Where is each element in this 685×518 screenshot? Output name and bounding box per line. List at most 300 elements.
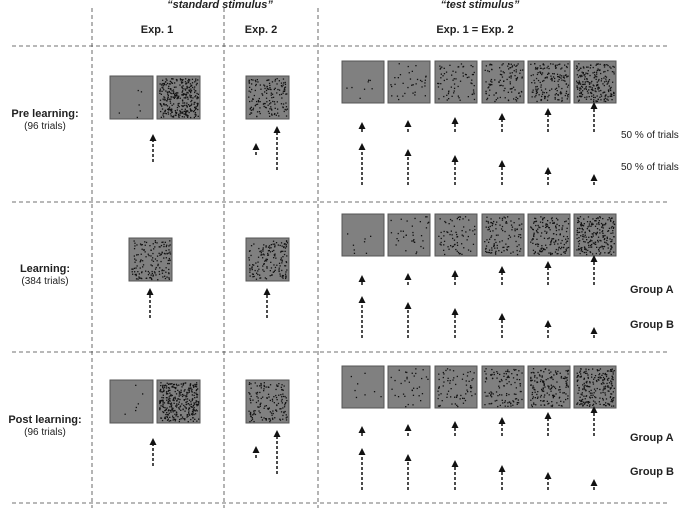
stimulus-dot (559, 386, 560, 387)
stimulus-dot (162, 420, 163, 421)
stimulus-dot (517, 404, 518, 405)
stimulus-dot (258, 100, 259, 101)
stimulus-dot (170, 411, 171, 412)
stimulus-dot (179, 421, 180, 422)
stimulus-dot (494, 374, 495, 375)
arrow-head (147, 288, 154, 295)
stimulus-dot (414, 94, 415, 95)
stimulus-dot (507, 377, 508, 378)
stimulus-dot (160, 417, 161, 418)
stimulus-dot (612, 232, 613, 233)
stimulus-dot (173, 93, 174, 94)
stimulus-dot (153, 275, 154, 276)
stimulus-dot (541, 99, 542, 100)
stimulus-dot (255, 262, 256, 263)
stimulus-dot (286, 115, 287, 116)
row-label-learning (0, 263, 90, 287)
stimulus-dot (443, 372, 444, 373)
stimulus-dot (613, 379, 614, 380)
stimulus-dot (185, 97, 186, 98)
stimulus-dot (604, 374, 605, 375)
stimulus-dot (541, 395, 542, 396)
stimulus-dot (364, 373, 365, 374)
stimulus-dot (170, 395, 171, 396)
stimulus-dot (266, 101, 267, 102)
stimulus-dot (177, 97, 178, 98)
stimulus-dot (442, 400, 443, 401)
stimulus-dot (269, 83, 270, 84)
stimulus-dot (613, 221, 614, 222)
stimulus-dot (275, 80, 276, 81)
stimulus-dot (460, 100, 461, 101)
stimulus-dot (251, 83, 252, 84)
stimulus-dot (545, 96, 546, 97)
stimulus-dot (453, 370, 454, 371)
stimulus-dot (598, 380, 599, 381)
stimulus-dot (454, 78, 455, 79)
stimulus-dot (151, 250, 152, 251)
stimulus-dot (550, 63, 551, 64)
stimulus-dot (489, 84, 490, 85)
stimulus-dot (259, 412, 260, 413)
stimulus-dot (520, 248, 521, 249)
stimulus-dot (604, 242, 605, 243)
stimulus-dot (533, 235, 534, 236)
stimulus-dot (162, 108, 163, 109)
stimulus-dot (584, 223, 585, 224)
stimulus-dot (552, 73, 553, 74)
stimulus-dot (258, 101, 259, 102)
stimulus-dot (558, 405, 559, 406)
stimulus-dot (197, 404, 198, 405)
stimulus-dot (595, 226, 596, 227)
stimulus-dot (563, 77, 564, 78)
stimulus-dot (137, 117, 138, 118)
stimulus-dot (391, 232, 392, 233)
stimulus-dot (551, 78, 552, 79)
stimulus-dot (451, 388, 452, 389)
stimulus-dot (167, 253, 168, 254)
stimulus-dot (474, 93, 475, 94)
stimulus-dot (446, 79, 447, 80)
stimulus-dot (548, 73, 549, 74)
stimulus-dot (440, 244, 441, 245)
stimulus-dot (497, 395, 498, 396)
stimulus-dot (584, 97, 585, 98)
stimulus-dot (598, 79, 599, 80)
stimulus-dot (589, 86, 590, 87)
stimulus-dot (490, 374, 491, 375)
stimulus-dot (285, 247, 286, 248)
stimulus-dot (170, 92, 171, 93)
stimulus-dot (192, 407, 193, 408)
stimulus-dot (286, 419, 287, 420)
stimulus-dot (598, 63, 599, 64)
stimulus-dot (543, 64, 544, 65)
stimulus-dot (250, 255, 251, 256)
stimulus-dot (185, 399, 186, 400)
stimulus-dot (170, 101, 171, 102)
stimulus-dot (508, 68, 509, 69)
stimulus-dot (560, 401, 561, 402)
stimulus-dot (182, 116, 183, 117)
stimulus-dot (591, 240, 592, 241)
stimulus-dot (281, 251, 282, 252)
stimulus-dot (173, 411, 174, 412)
stimulus-dot (502, 240, 503, 241)
stimulus-dot (552, 405, 553, 406)
stimulus-dot (266, 90, 267, 91)
stimulus-dot (461, 63, 462, 64)
stimulus-dot (539, 94, 540, 95)
stimulus-dot (137, 271, 138, 272)
stimulus-dot (547, 238, 548, 239)
stimulus-dot (499, 67, 500, 68)
stimulus-dot (449, 383, 450, 384)
stimulus-dot (455, 232, 456, 233)
stimulus-dot (554, 73, 555, 74)
stimulus-dot (546, 247, 547, 248)
stimulus-dot (260, 101, 261, 102)
stimulus-dot (426, 227, 427, 228)
stimulus-dot (283, 390, 284, 391)
stimulus-dot (555, 94, 556, 95)
stimulus-dot (152, 253, 153, 254)
stimulus-square (246, 76, 289, 119)
stimulus-dot (466, 380, 467, 381)
stimulus-dot (164, 410, 165, 411)
stimulus-dot (505, 222, 506, 223)
stimulus-dot (163, 390, 164, 391)
stimulus-dot (590, 92, 591, 93)
stimulus-dot (457, 251, 458, 252)
stimulus-dot (167, 263, 168, 264)
stimulus-dot (537, 243, 538, 244)
stimulus-dot (599, 232, 600, 233)
stimulus-dot (595, 100, 596, 101)
stimulus-dot (511, 229, 512, 230)
stimulus-dot (162, 400, 163, 401)
stimulus-dot (391, 220, 392, 221)
stimulus-dot (493, 246, 494, 247)
stimulus-dot (537, 86, 538, 87)
stimulus-dot (549, 394, 550, 395)
stimulus-dot (196, 84, 197, 85)
stimulus-dot (269, 103, 270, 104)
stimulus-dot (531, 372, 532, 373)
stimulus-dot (554, 78, 555, 79)
stimulus-dot (166, 387, 167, 388)
stimulus-dot (471, 65, 472, 66)
stimulus-dot (517, 246, 518, 247)
stimulus-dot (408, 66, 409, 67)
stimulus-dot (198, 401, 199, 402)
stimulus-dot (262, 265, 263, 266)
stimulus-dot (169, 388, 170, 389)
stimulus-dot (544, 217, 545, 218)
stimulus-dot (520, 70, 521, 71)
stimulus-dot (490, 84, 491, 85)
stimulus-dot (141, 278, 142, 279)
stimulus-dot (139, 104, 140, 105)
stimulus-dot (443, 96, 444, 97)
stimulus-dot (555, 97, 556, 98)
stimulus-dot (474, 72, 475, 73)
stimulus-dot (272, 410, 273, 411)
stimulus-dot (552, 220, 553, 221)
stimulus-dot (541, 74, 542, 75)
stimulus-dot (507, 246, 508, 247)
stimulus-dot (489, 250, 490, 251)
stimulus-dot (198, 94, 199, 95)
stimulus-dot (249, 87, 250, 88)
stimulus-dot (195, 413, 196, 414)
stimulus-dot (488, 242, 489, 243)
stimulus-dot (508, 246, 509, 247)
stimulus-dot (182, 113, 183, 114)
stimulus-dot (589, 225, 590, 226)
stimulus-dot (451, 403, 452, 404)
stimulus-dot (516, 387, 517, 388)
stimulus-dot (272, 81, 273, 82)
stimulus-dot (592, 395, 593, 396)
stimulus-dot (496, 391, 497, 392)
stimulus-dot (559, 392, 560, 393)
stimulus-dot (165, 90, 166, 91)
stimulus-dot (533, 372, 534, 373)
stimulus-dot (592, 405, 593, 406)
stimulus-dot (185, 83, 186, 84)
stimulus-dot (587, 385, 588, 386)
stimulus-dot (259, 111, 260, 112)
stimulus-dot (500, 74, 501, 75)
arrow-head (253, 143, 260, 150)
stimulus-dot (286, 397, 287, 398)
stimulus-dot (193, 402, 194, 403)
stimulus-dot (518, 370, 519, 371)
stimulus-dot (185, 78, 186, 79)
stimulus-dot (600, 73, 601, 74)
stimulus-dot (607, 385, 608, 386)
stimulus-dot (169, 420, 170, 421)
stimulus-dot (254, 95, 255, 96)
stimulus-dot (180, 415, 181, 416)
stimulus-dot (597, 101, 598, 102)
stimulus-dot (282, 275, 283, 276)
stimulus-dot (515, 99, 516, 100)
stimulus-dot (268, 396, 269, 397)
stimulus-dot (584, 79, 585, 80)
post-group-a-label: Group A (630, 432, 674, 444)
stimulus-dot (587, 91, 588, 92)
stimulus-dot (607, 82, 608, 83)
stimulus-dot (457, 245, 458, 246)
stimulus-dot (491, 79, 492, 80)
stimulus-dot (160, 100, 161, 101)
stimulus-dot (252, 276, 253, 277)
stimulus-dot (412, 226, 413, 227)
stimulus-dot (156, 267, 157, 268)
stimulus-dot (538, 225, 539, 226)
stimulus-dot (249, 265, 250, 266)
stimulus-dot (172, 395, 173, 396)
stimulus-dot (458, 86, 459, 87)
stimulus-dot (544, 396, 545, 397)
stimulus-dot (185, 382, 186, 383)
stimulus-dot (460, 398, 461, 399)
stimulus-dot (398, 99, 399, 100)
stimulus-dot (537, 67, 538, 68)
stimulus-dot (282, 399, 283, 400)
stimulus-square (388, 214, 430, 256)
stimulus-dot (603, 77, 604, 78)
stimulus-dot (249, 269, 250, 270)
stimulus-dot (580, 84, 581, 85)
stimulus-dot (605, 98, 606, 99)
stimulus-dot (282, 251, 283, 252)
stimulus-dot (607, 65, 608, 66)
stimulus-dot (471, 387, 472, 388)
stimulus-dot (568, 76, 569, 77)
stimulus-dot (589, 84, 590, 85)
stimulus-dot (603, 248, 604, 249)
stimulus-dot (487, 395, 488, 396)
stimulus-dot (168, 414, 169, 415)
stimulus-dot (613, 391, 614, 392)
stimulus-dot (174, 87, 175, 88)
stimulus-dot (599, 229, 600, 230)
stimulus-dot (499, 225, 500, 226)
stimulus-dot (181, 403, 182, 404)
stimulus-dot (438, 387, 439, 388)
stimulus-dot (167, 420, 168, 421)
stimulus-dot (555, 240, 556, 241)
stimulus-dot (519, 379, 520, 380)
stimulus-dot (395, 395, 396, 396)
stimulus-dot (494, 239, 495, 240)
stimulus-dot (555, 65, 556, 66)
stimulus-dot (257, 266, 258, 267)
stimulus-dot (582, 251, 583, 252)
stimulus-dot (257, 274, 258, 275)
stimulus-dot (170, 383, 171, 384)
stimulus-dot (368, 81, 369, 82)
stimulus-dot (488, 86, 489, 87)
stimulus-dot (174, 82, 175, 83)
stimulus-dot (420, 400, 421, 401)
stimulus-dot (605, 101, 606, 102)
stimulus-dot (518, 218, 519, 219)
stimulus-dot (184, 102, 185, 103)
stimulus-dot (194, 107, 195, 108)
stimulus-dot (555, 251, 556, 252)
stimulus-dot (591, 390, 592, 391)
stimulus-dot (536, 101, 537, 102)
stimulus-dot (283, 85, 284, 86)
stimulus-dot (284, 396, 285, 397)
stimulus-dot (486, 377, 487, 378)
stimulus-dot (438, 394, 439, 395)
stimulus-dot (256, 279, 257, 280)
stimulus-dot (501, 228, 502, 229)
stimulus-dot (158, 264, 159, 265)
stimulus-dot (286, 93, 287, 94)
stimulus-dot (470, 387, 471, 388)
stimulus-dot (532, 398, 533, 399)
stimulus-dot (584, 388, 585, 389)
stimulus-dot (453, 92, 454, 93)
stimulus-dot (534, 233, 535, 234)
stimulus-dot (604, 64, 605, 65)
stimulus-dot (446, 95, 447, 96)
stimulus-dot (181, 386, 182, 387)
stimulus-dot (581, 249, 582, 250)
stimulus-dot (166, 250, 167, 251)
stimulus-dot (184, 389, 185, 390)
stimulus-dot (533, 74, 534, 75)
stimulus-dot (531, 404, 532, 405)
stimulus-dot (416, 83, 417, 84)
stimulus-dot (587, 226, 588, 227)
stimulus-dot (175, 96, 176, 97)
stimulus-dot (190, 85, 191, 86)
stimulus-dot (502, 226, 503, 227)
stimulus-dot (532, 392, 533, 393)
stimulus-dot (442, 89, 443, 90)
stimulus-dot (159, 93, 160, 94)
stimulus-dot (462, 379, 463, 380)
stimulus-dot (552, 223, 553, 224)
stimulus-dot (473, 89, 474, 90)
stimulus-dot (273, 413, 274, 414)
stimulus-dot (594, 389, 595, 390)
stimulus-dot (456, 234, 457, 235)
stimulus-dot (281, 242, 282, 243)
stimulus-dot (609, 382, 610, 383)
stimulus-dot (543, 382, 544, 383)
stimulus-dot (588, 81, 589, 82)
stimulus-dot (588, 245, 589, 246)
stimulus-dot (166, 246, 167, 247)
stimulus-dot (549, 373, 550, 374)
stimulus-dot (196, 421, 197, 422)
stimulus-dot (489, 252, 490, 253)
stimulus-dot (250, 108, 251, 109)
stimulus-dot (194, 110, 195, 111)
stimulus-dot (609, 79, 610, 80)
stimulus-dot (506, 395, 507, 396)
stimulus-dot (458, 66, 459, 67)
stimulus-dot (601, 223, 602, 224)
stimulus-dot (162, 273, 163, 274)
stimulus-dot (413, 84, 414, 85)
stimulus-dot (598, 80, 599, 81)
stimulus-dot (176, 403, 177, 404)
stimulus-dot (169, 406, 170, 407)
stimulus-dot (257, 111, 258, 112)
stimulus-dot (500, 97, 501, 98)
stimulus-dot (581, 225, 582, 226)
stimulus-dot (439, 66, 440, 67)
stimulus-dot (163, 257, 164, 258)
stimulus-dot (559, 64, 560, 65)
stimulus-dot (613, 405, 614, 406)
stimulus-dot (561, 254, 562, 255)
stimulus-dot (279, 273, 280, 274)
stimulus-dot (273, 396, 274, 397)
stimulus-dot (577, 228, 578, 229)
stimulus-dot (612, 369, 613, 370)
